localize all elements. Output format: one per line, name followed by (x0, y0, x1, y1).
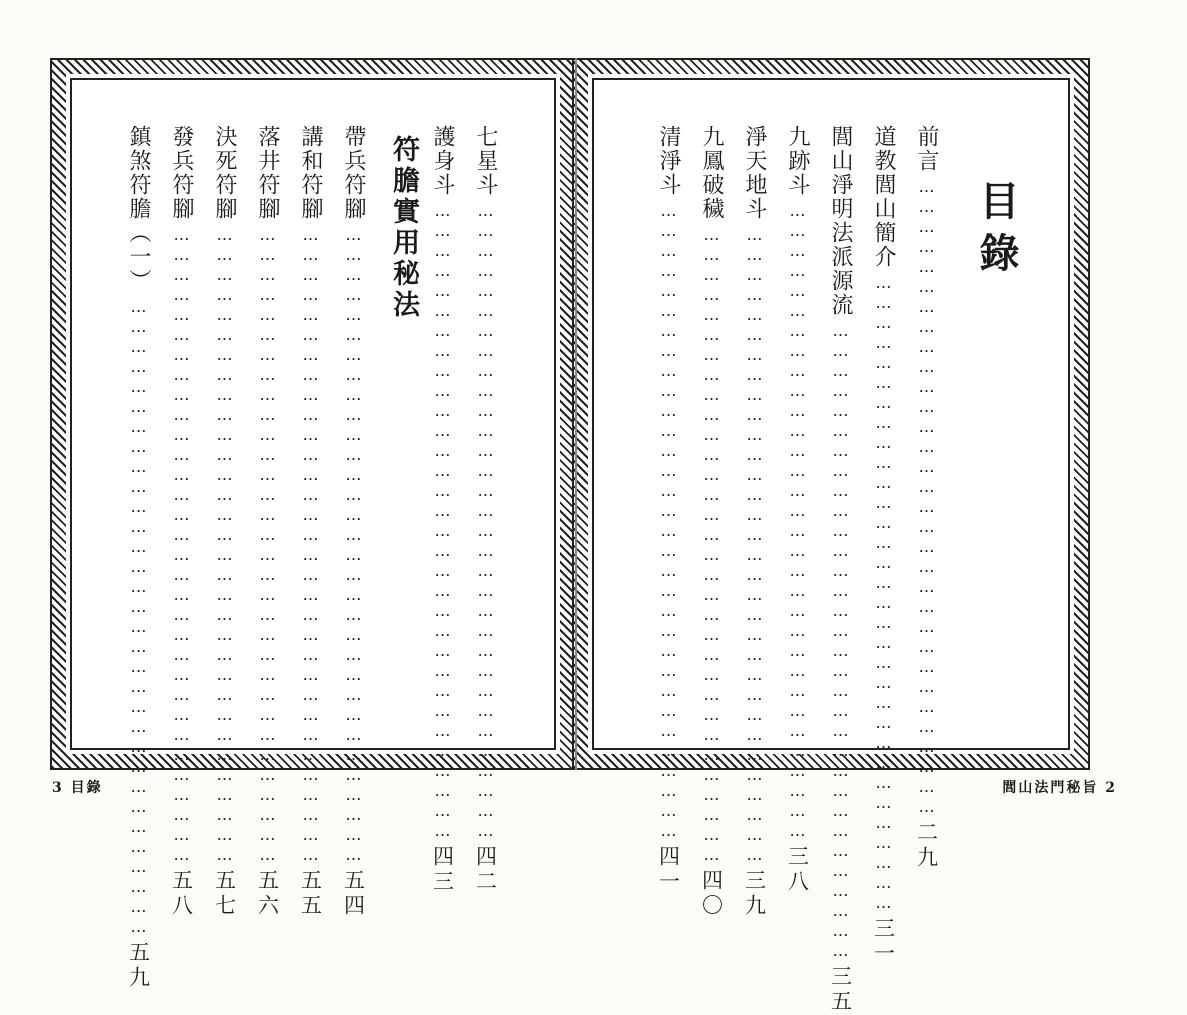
toc-entry[interactable]: 鎮煞符膽（一） …………………………………………………………………………………… 五九 (126, 125, 151, 991)
toc-entry[interactable]: 講和符腳 …………………………………………………………………………………… 五五 (298, 125, 323, 919)
book-spine (575, 58, 577, 770)
left-page-footer: 3 目錄 (52, 780, 103, 796)
toc-entry[interactable]: 九跡斗 …………………………………………………………………………………… 三八 (785, 125, 810, 895)
right-page-footer: 閭山法門秘旨 2 (1002, 780, 1117, 796)
toc-entry[interactable]: 發兵符腳 …………………………………………………………………………………… 五八 (169, 125, 194, 919)
toc-entry[interactable]: 七星斗 …………………………………………………………………………………… 四二 (473, 125, 498, 895)
toc-entry[interactable]: 清淨斗 …………………………………………………………………………………… 四一 (656, 125, 681, 895)
toc-entry[interactable]: 落井符腳 …………………………………………………………………………………… 五六 (255, 125, 280, 919)
toc-entry[interactable]: 決死符腳 …………………………………………………………………………………… 五七 (212, 125, 237, 919)
toc-entry[interactable]: 道教閭山簡介 …………………………………………………………………………………… 三一 (871, 125, 896, 967)
toc-entry[interactable]: 前言 …………………………………………………………………………………… 二九 (914, 125, 939, 871)
toc-entry[interactable]: 九鳳破穢 …………………………………………………………………………………… 四〇 (699, 125, 724, 919)
toc-entry[interactable]: 淨天地斗 …………………………………………………………………………………… 三九 (742, 125, 767, 919)
toc-entry[interactable]: 護身斗 …………………………………………………………………………………… 四三 (430, 125, 455, 895)
toc-entry[interactable]: 帶兵符腳 …………………………………………………………………………………… 五四 (341, 125, 366, 919)
toc-entry[interactable]: 閭山淨明法派源流 …………………………………………………………………………………… 三五 (828, 125, 853, 1015)
toc-title: 目錄 (973, 180, 1020, 284)
section-heading: 符膽實用秘法 (388, 135, 419, 321)
